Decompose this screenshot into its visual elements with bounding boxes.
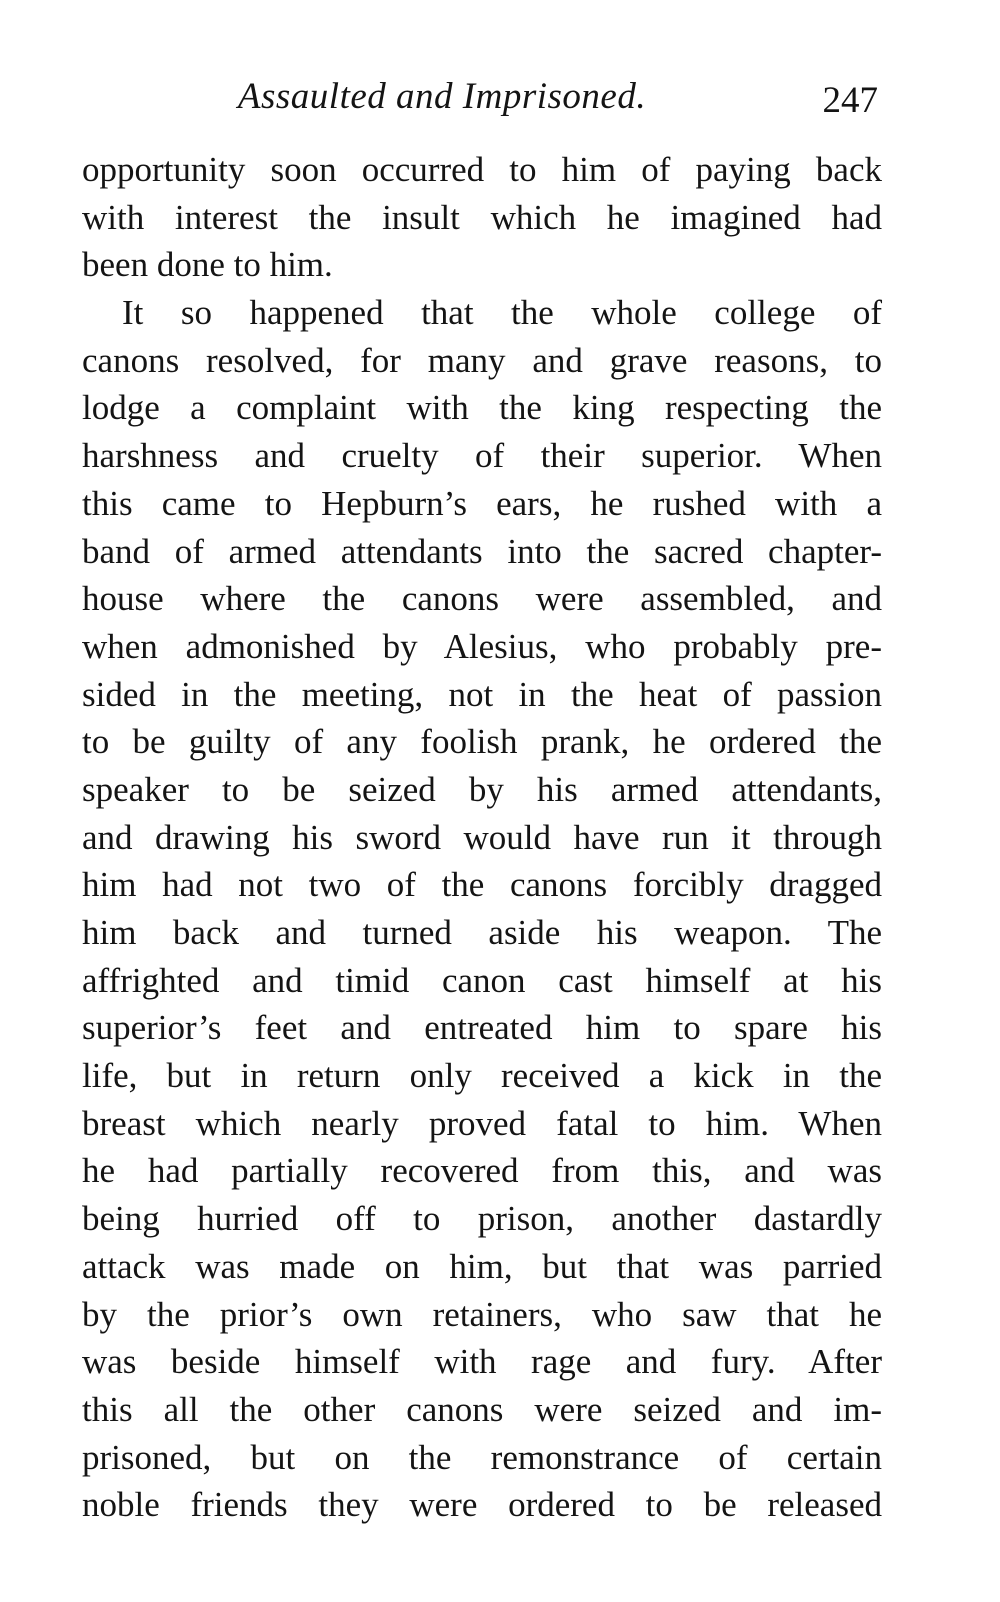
text-line: speaker to be seized by his armed attendants,	[82, 769, 882, 809]
running-head-title: Assaulted and Imprisoned.	[237, 76, 647, 117]
text-line: opportunity soon occurred to him of paying back	[82, 150, 882, 189]
body-text	[82, 146, 882, 1529]
text-line: noble friends they were ordered to be released	[82, 1485, 882, 1525]
text-line: when admonished by Alesius, who probably pre-	[82, 626, 882, 666]
text-line: affrighted and timid canon cast himself at his	[82, 960, 882, 1000]
text-line: was beside himself with rage and fury. After	[82, 1342, 882, 1382]
text-line: house where the canons were assembled, and	[82, 579, 882, 619]
text-line: him back and turned aside his weapon. The	[82, 913, 882, 952]
text-line: this all the other canons were seized and im-	[82, 1389, 882, 1429]
running-head	[82, 72, 882, 122]
text-line: by the prior’s own retainers, who saw that he	[82, 1294, 882, 1334]
text-line: band of armed attendants into the sacred chapter-	[82, 531, 882, 571]
text-line: and drawing his sword would have run it through	[82, 817, 882, 857]
text-line: sided in the meeting, not in the heat of passion	[82, 674, 882, 714]
text-line: been done to him.	[82, 245, 333, 285]
text-line: being hurried off to prison, another dastardly	[82, 1199, 882, 1239]
text-line: prisoned, but on the remonstrance of certain	[82, 1437, 882, 1477]
text-line: him had not two of the canons forcibly dragged	[82, 865, 882, 905]
text-line: he had partially recovered from this, and was	[82, 1151, 882, 1191]
text-line: superior’s feet and entreated him to spare his	[82, 1008, 882, 1048]
text-line: with interest the insult which he imagined had	[82, 197, 882, 237]
text-line: this came to Hepburn’s ears, he rushed with a	[82, 483, 882, 523]
text-line: to be guilty of any foolish prank, he ordered the	[82, 722, 882, 762]
text-line: breast which nearly proved fatal to him. When	[82, 1103, 882, 1143]
text-line: lodge a complaint with the king respecting the	[82, 388, 882, 428]
page-number: 247	[822, 80, 878, 121]
text-line: attack was made on him, but that was parried	[82, 1246, 882, 1286]
text-line: It so happened that the whole college of	[122, 293, 882, 333]
text-line: harshness and cruelty of their superior. When	[82, 436, 882, 476]
text-line: life, but in return only received a kick in the	[82, 1056, 882, 1096]
text-line: canons resolved, for many and grave reasons, to	[82, 340, 882, 380]
